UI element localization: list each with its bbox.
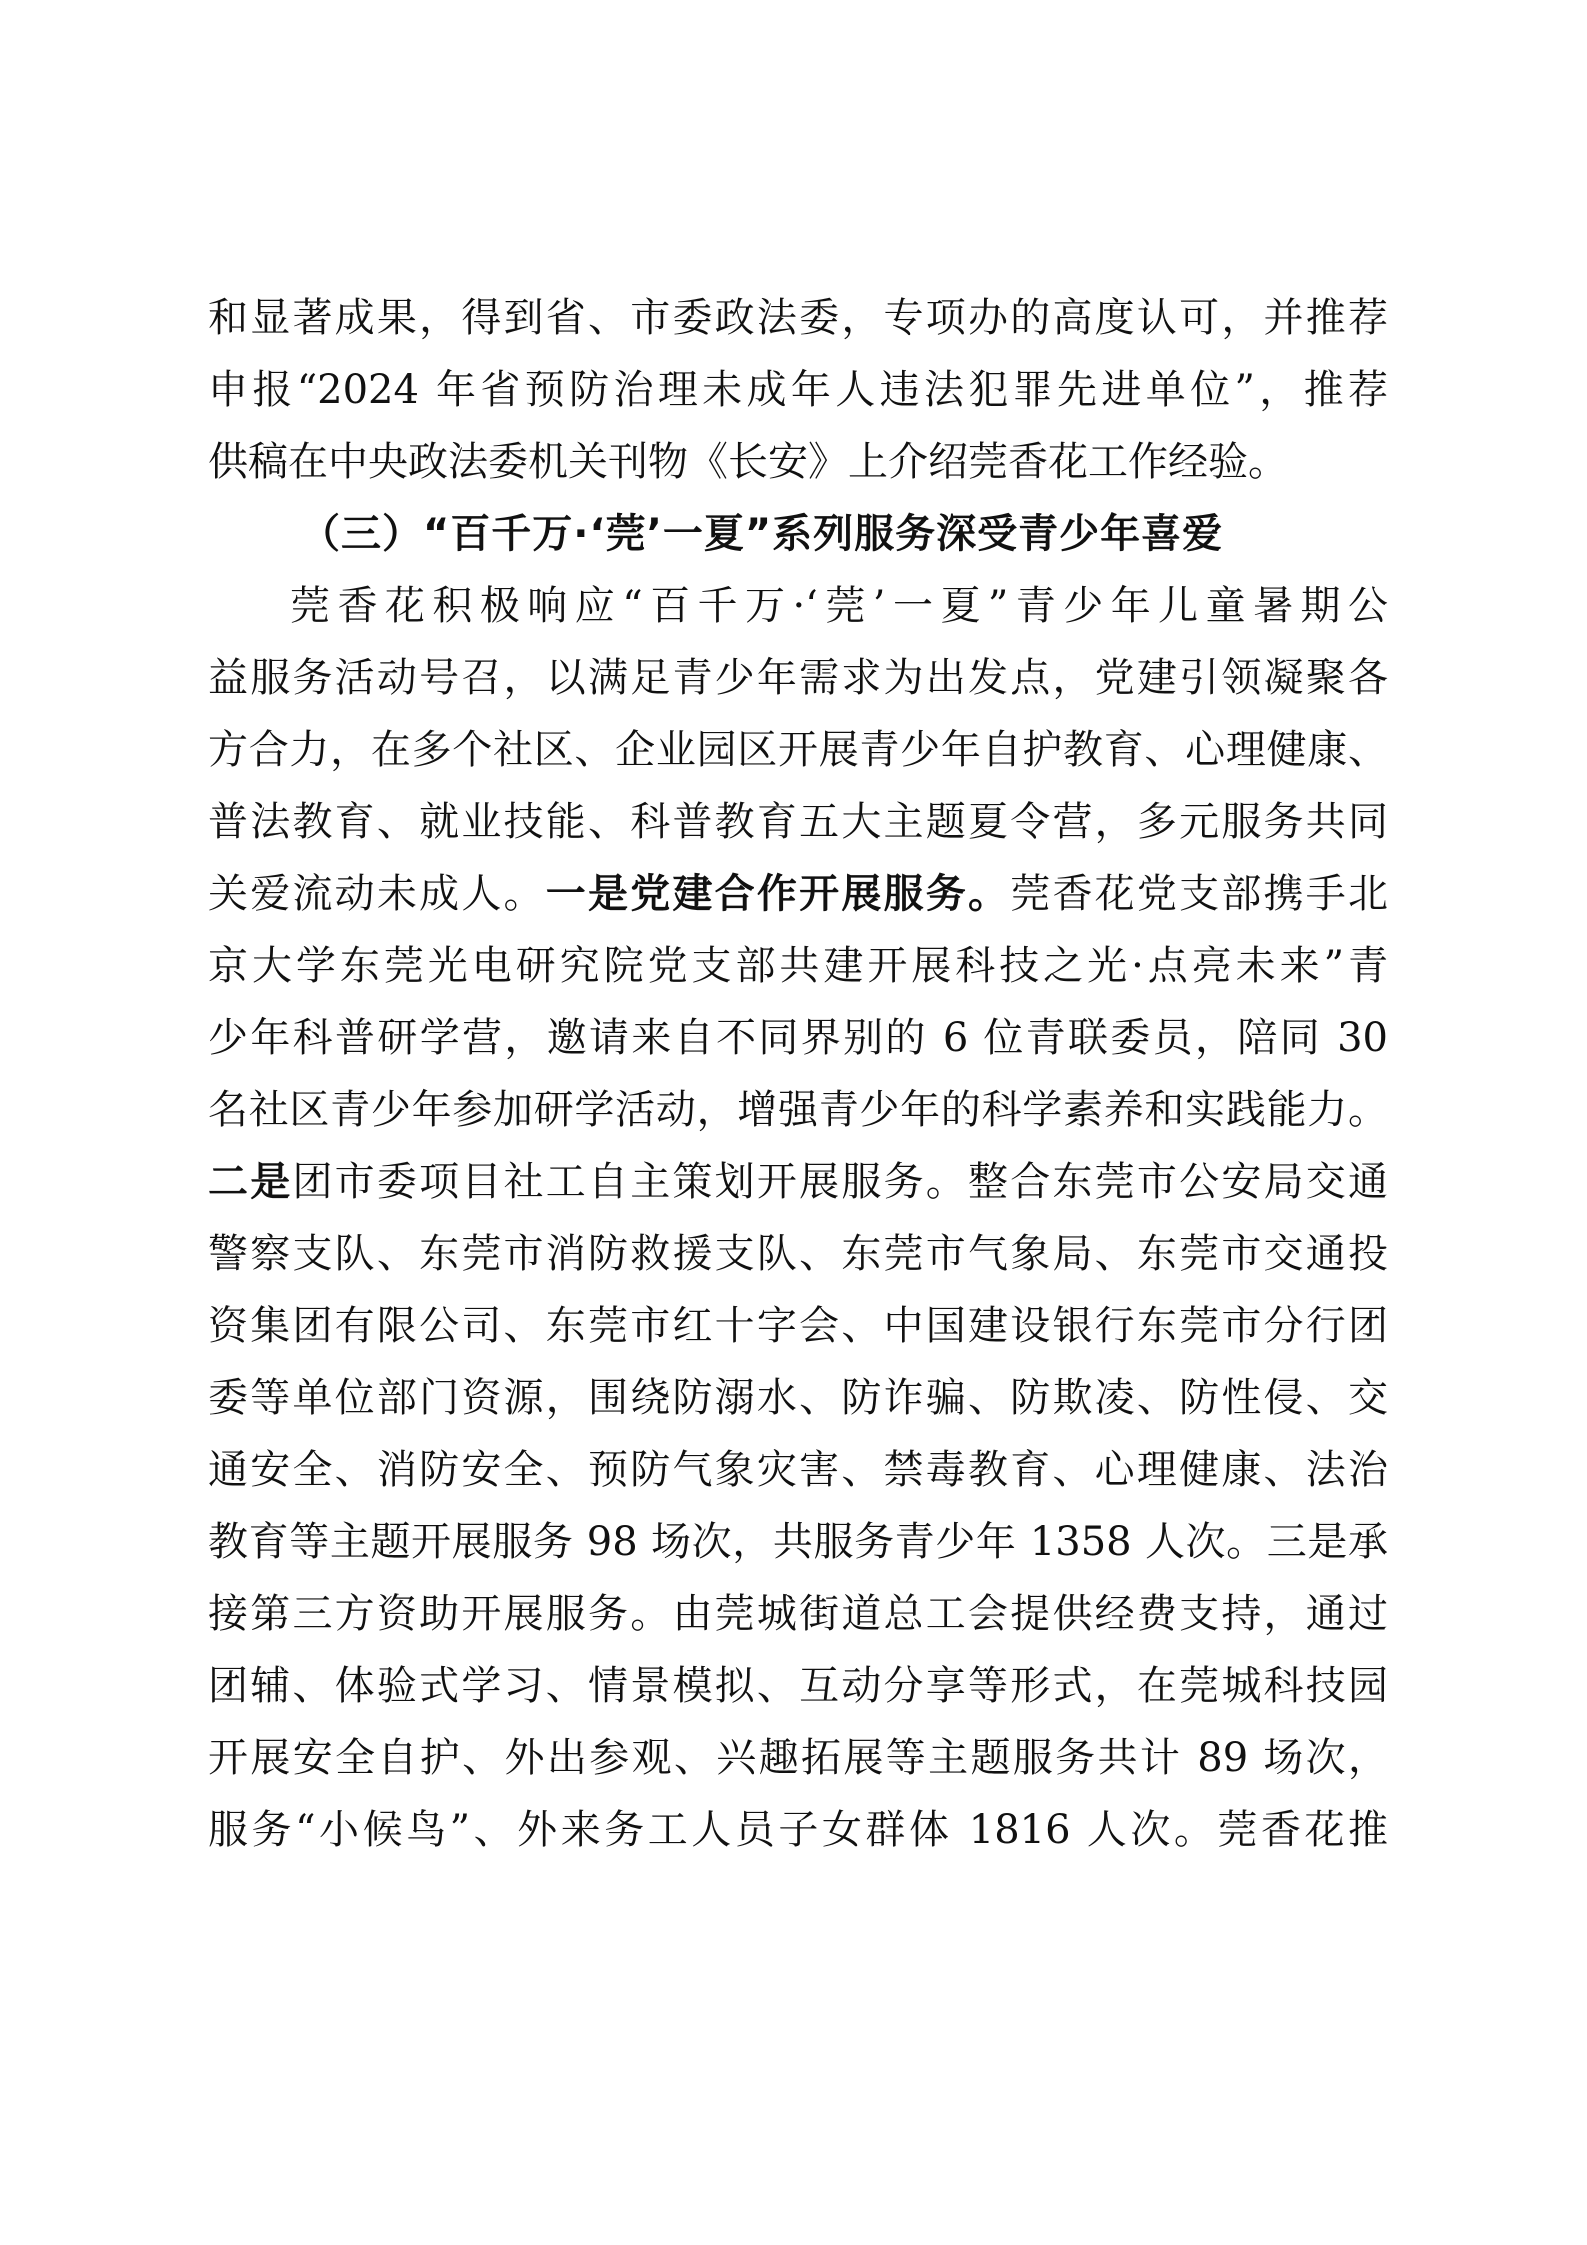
section-heading: （三）“百千万·‘莞’一夏”系列服务深受青少年喜爱 (300, 511, 1224, 557)
paragraph-line: 资集团有限公司、东莞市红十字会、中国建设银行东莞市分行团 (208, 1303, 1388, 1349)
bold-text-run: 一是党建合作开展服务。 (545, 871, 1011, 917)
paragraph-line: 名社区青少年参加研学活动，增强青少年的科学素养和实践能力。 (208, 1087, 1388, 1133)
paragraph-line: 京大学东莞光电研究院党支部共建开展科技之光·点亮未来”青 (208, 943, 1388, 989)
paragraph-line: 教育等主题开展服务 98 场次，共服务青少年 1358 人次。三是承 (208, 1519, 1388, 1565)
text-run: 团市委项目社工自主策划开展服务。整合东莞市公安局交通 (292, 1159, 1389, 1205)
paragraph-line: 委等单位部门资源，围绕防溺水、防诈骗、防欺凌、防性侵、交 (208, 1375, 1388, 1421)
paragraph-line: 莞香花积极响应“百千万·‘莞’一夏”青少年儿童暑期公 (290, 583, 1388, 629)
text-run: 莞香花党支部携手北 (1010, 871, 1389, 917)
paragraph-line: 开展安全自护、外出参观、兴趣拓展等主题服务共计 89 场次， (208, 1735, 1388, 1781)
paragraph-line: 普法教育、就业技能、科普教育五大主题夏令营，多元服务共同 (208, 799, 1388, 845)
paragraph-line (208, 1152, 1388, 1212)
paragraph-line: 通安全、消防安全、预防气象灾害、禁毒教育、心理健康、法治 (208, 1447, 1388, 1493)
paragraph-line: 团辅、体验式学习、情景模拟、互动分享等形式，在莞城科技园 (208, 1663, 1388, 1709)
paragraph-line: 接第三方资助开展服务。由莞城街道总工会提供经费支持，通过 (208, 1591, 1388, 1637)
paragraph-line: 方合力，在多个社区、企业园区开展青少年自护教育、心理健康、 (208, 727, 1388, 773)
paragraph-line: 申报“2024 年省预防治理未成年人违法犯罪先进单位”，推荐 (208, 367, 1388, 413)
paragraph-line: 供稿在中央政法委机关刊物《长安》上介绍莞香花工作经验。 (208, 439, 1288, 485)
paragraph-line: 和显著成果，得到省、市委政法委，专项办的高度认可，并推荐 (208, 295, 1388, 341)
paragraph-line: 警察支队、东莞市消防救援支队、东莞市气象局、东莞市交通投 (208, 1231, 1388, 1277)
paragraph-line: 益服务活动号召，以满足青少年需求为出发点，党建引领凝聚各 (208, 655, 1388, 701)
text-run: 关爱流动未成人。 (208, 871, 546, 917)
paragraph-line: 少年科普研学营，邀请来自不同界别的 6 位青联委员，陪同 30 (208, 1015, 1388, 1061)
paragraph-line: 服务“小候鸟”、外来务工人员子女群体 1816 人次。莞香花推 (208, 1807, 1388, 1853)
paragraph-line (208, 864, 1388, 924)
bold-text-run: 二是 (208, 1159, 293, 1205)
